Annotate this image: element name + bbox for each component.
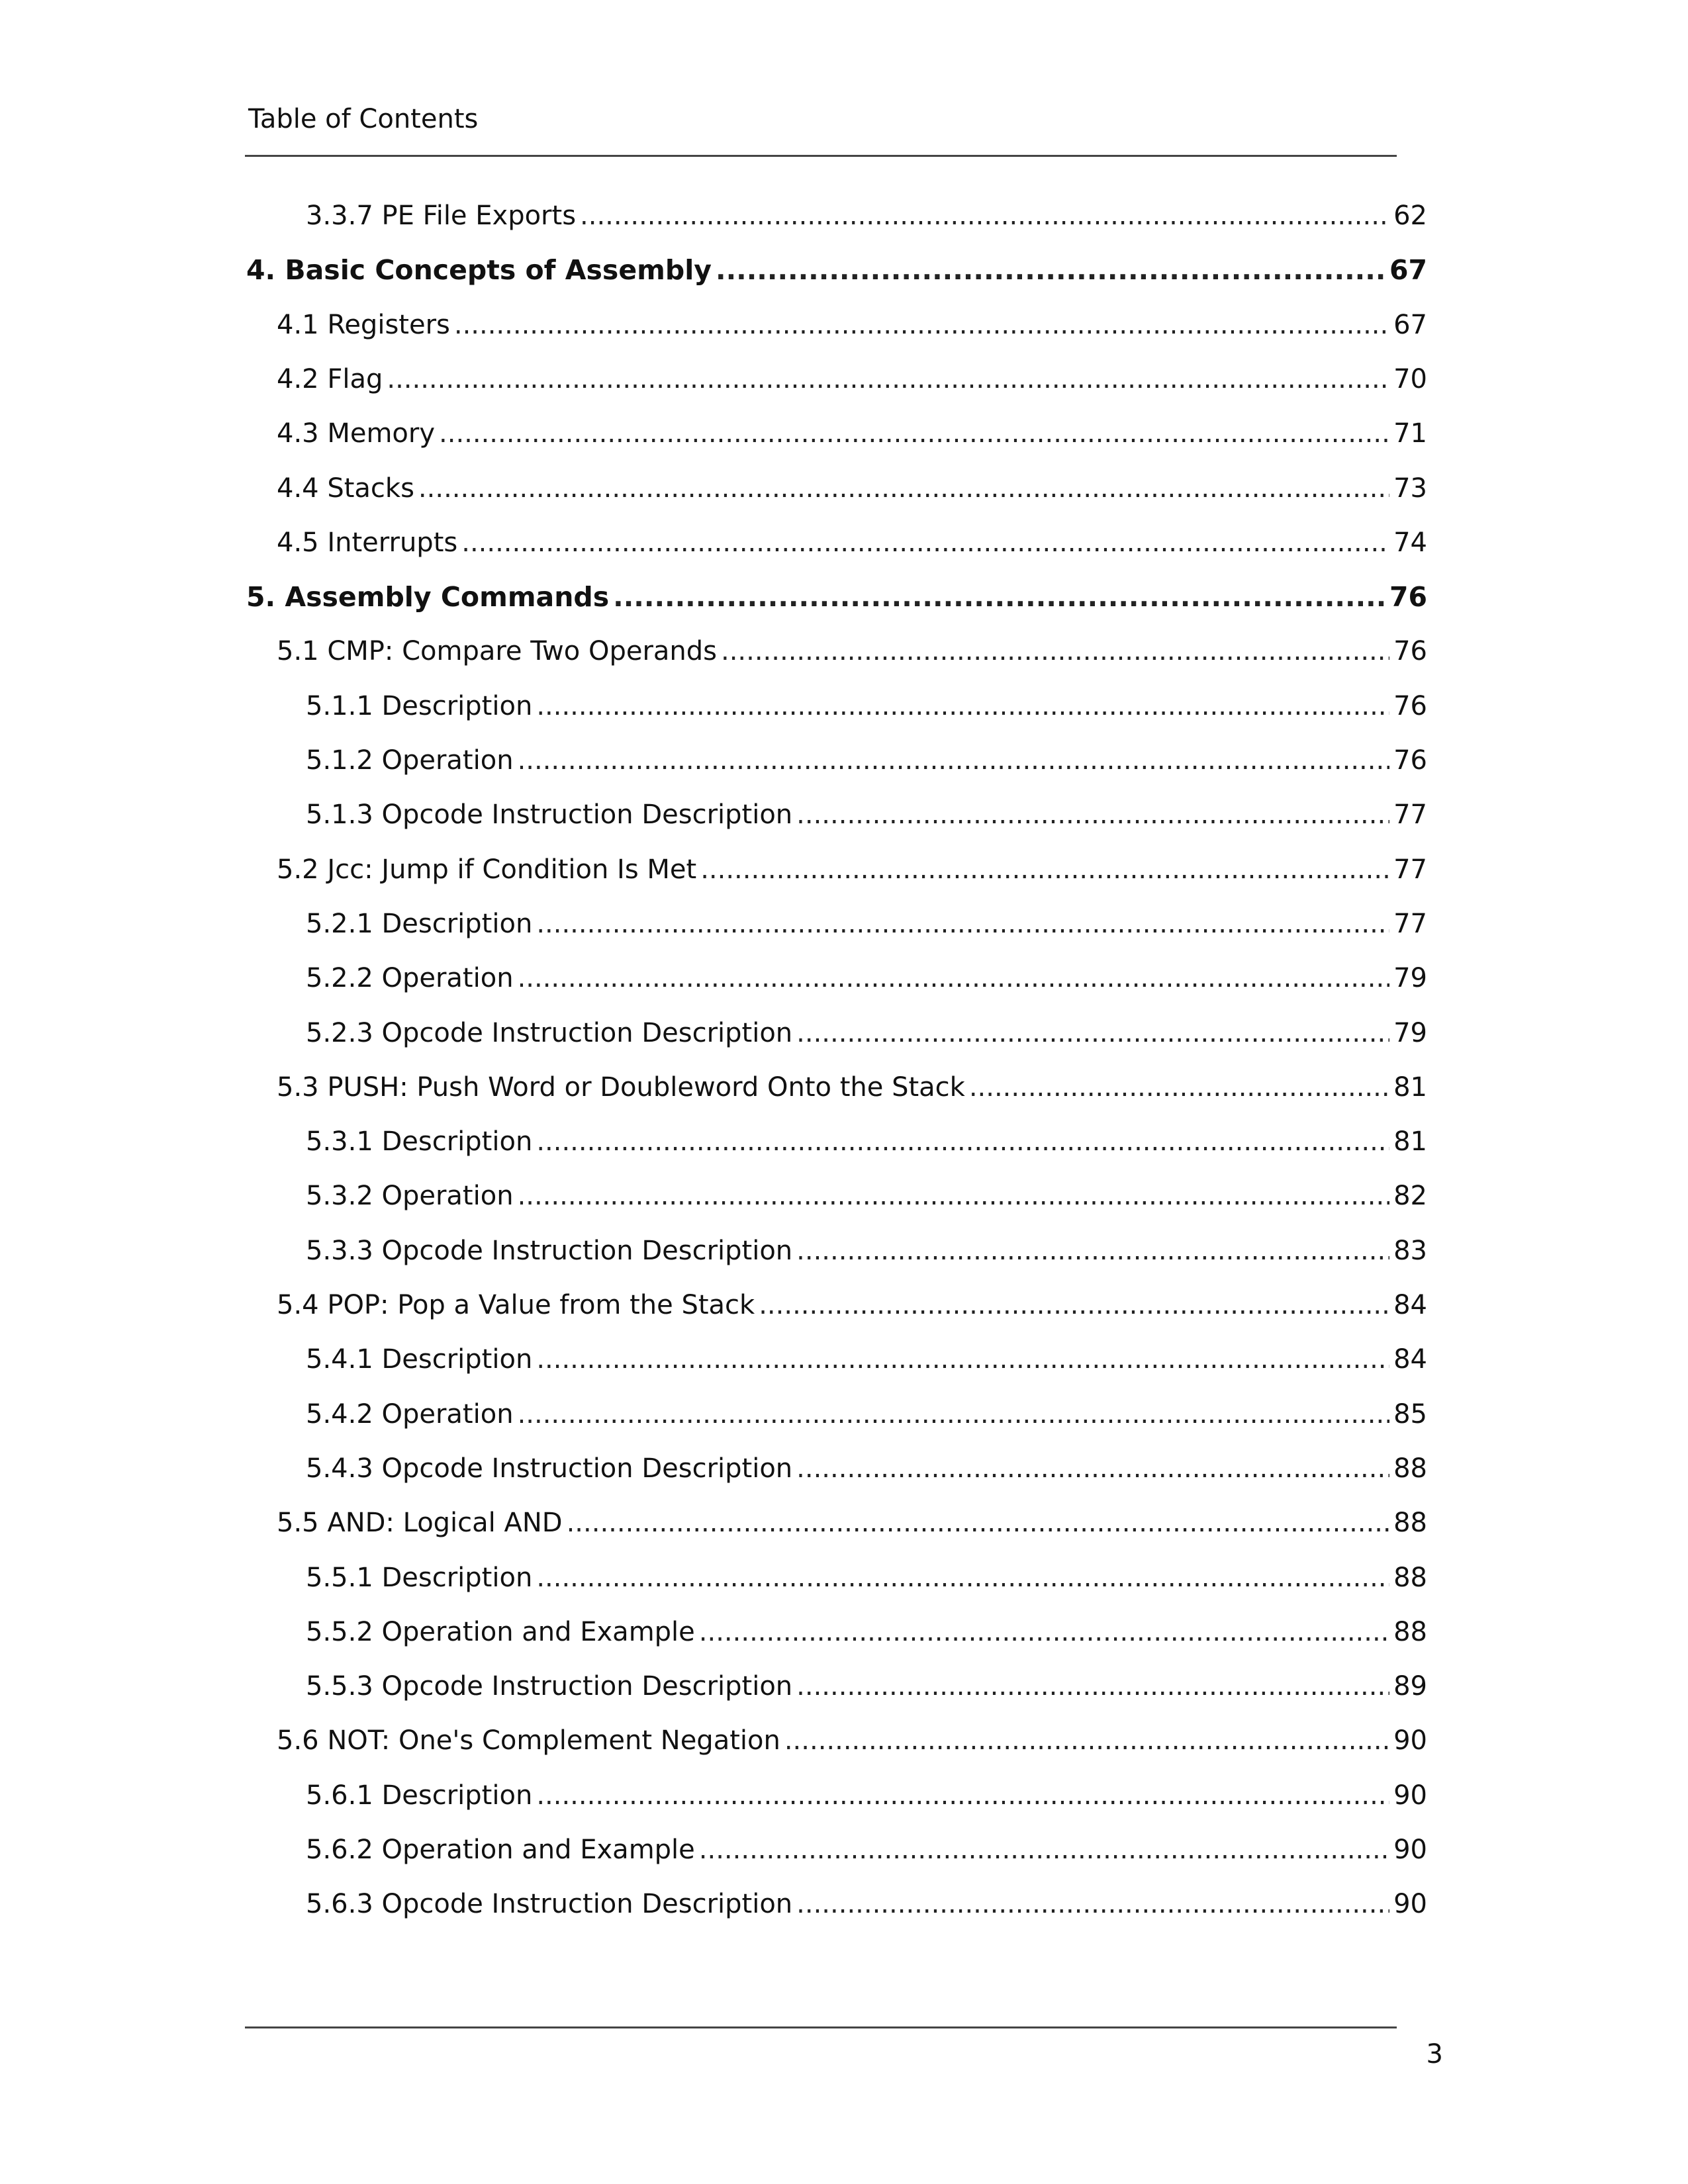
toc-subsection-entry[interactable] [306, 1015, 1427, 1052]
toc-entry-label: 5. Assembly Commands [246, 581, 610, 613]
toc-entry-page: 67 [1393, 310, 1427, 340]
toc-section-entry[interactable] [277, 470, 1427, 507]
toc-entry-label: 5.2.3 Opcode Instruction Description [306, 1018, 793, 1048]
toc-leader-dots [796, 1015, 1389, 1052]
toc-entry-label: 5.3 PUSH: Push Word or Doubleword Onto the Stack [277, 1072, 965, 1103]
toc-leader-dots [454, 306, 1389, 343]
toc-section-entry[interactable] [277, 1287, 1427, 1324]
toc-leader-dots [613, 578, 1385, 615]
toc-entry-label: 5.6 NOT: One's Complement Negation [277, 1725, 780, 1756]
toc-entry-page: 90 [1393, 1780, 1427, 1811]
toc-entry-label: 5.4.2 Operation [306, 1399, 514, 1430]
toc-subsection-entry[interactable] [306, 905, 1427, 942]
toc-entry-label: 5.5.1 Description [306, 1563, 533, 1593]
toc-subsection-entry[interactable] [306, 796, 1427, 833]
footer-divider [245, 2026, 1397, 2028]
toc-subsection-entry[interactable] [306, 1614, 1427, 1651]
toc-leader-dots [796, 796, 1389, 833]
toc-subsection-entry[interactable] [306, 1232, 1427, 1269]
toc-leader-dots [518, 1177, 1390, 1214]
toc-entry-page: 81 [1393, 1072, 1427, 1103]
toc-leader-dots [796, 1232, 1389, 1269]
toc-leader-dots [536, 1559, 1389, 1596]
toc-entry-label: 4.4 Stacks [277, 473, 414, 504]
toc-leader-dots [536, 1123, 1389, 1160]
toc-leader-dots [439, 415, 1389, 452]
toc-subsection-entry[interactable] [306, 1177, 1427, 1214]
toc-entry-label: 5.2.1 Description [306, 909, 533, 939]
toc-entry-page: 76 [1389, 581, 1427, 613]
toc-entry-label: 5.3.2 Operation [306, 1181, 514, 1211]
toc-entry-label: 5.4.3 Opcode Instruction Description [306, 1453, 793, 1484]
toc-chapter-entry[interactable] [246, 251, 1427, 289]
toc-subsection-entry[interactable] [306, 1831, 1427, 1868]
toc-subsection-entry[interactable] [306, 1341, 1427, 1378]
toc-entry-page: 90 [1393, 1725, 1427, 1756]
toc-subsection-entry[interactable] [306, 1450, 1427, 1487]
toc-section-entry[interactable] [277, 1722, 1427, 1759]
toc-entry-label: 4.3 Memory [277, 418, 436, 449]
toc-entry-page: 76 [1393, 636, 1427, 666]
toc-entry-page: 76 [1393, 691, 1427, 721]
toc-entry-label: 5.1.3 Opcode Instruction Description [306, 799, 793, 830]
page-header-title: Table of Contents [248, 104, 479, 134]
toc-entry-page: 85 [1393, 1399, 1427, 1430]
toc-entry-page: 88 [1393, 1508, 1427, 1538]
toc-entry-page: 88 [1393, 1453, 1427, 1484]
toc-subsection-entry[interactable] [306, 960, 1427, 997]
toc-entry-page: 82 [1393, 1181, 1427, 1211]
toc-entry-label: 5.4 POP: Pop a Value from the Stack [277, 1290, 755, 1320]
toc-entry-page: 81 [1393, 1126, 1427, 1157]
toc-leader-dots [536, 1341, 1389, 1378]
toc-section-entry[interactable] [277, 1069, 1427, 1106]
toc-leader-dots [796, 1886, 1389, 1923]
toc-entry-page: 70 [1393, 364, 1427, 394]
toc-entry-page: 62 [1393, 201, 1427, 231]
toc-entry-label: 5.6.2 Operation and Example [306, 1835, 695, 1865]
toc-leader-dots [699, 1614, 1389, 1651]
toc-entry-page: 73 [1393, 473, 1427, 504]
toc-entry-label: 5.2 Jcc: Jump if Condition Is Met [277, 854, 697, 885]
toc-entry-label: 5.5 AND: Logical AND [277, 1508, 563, 1538]
toc-entry-page: 67 [1389, 254, 1427, 286]
toc-entry-page: 77 [1393, 909, 1427, 939]
toc-leader-dots [536, 688, 1389, 725]
toc-leader-dots [716, 251, 1385, 289]
toc-leader-dots [969, 1069, 1389, 1106]
toc-leader-dots [721, 633, 1389, 670]
toc-entry-label: 5.1.1 Description [306, 691, 533, 721]
toc-leader-dots [418, 470, 1389, 507]
toc-leader-dots [461, 524, 1389, 561]
toc-chapter-entry[interactable] [246, 578, 1427, 615]
toc-entry-label: 5.5.3 Opcode Instruction Description [306, 1671, 793, 1702]
toc-section-entry[interactable] [277, 524, 1427, 561]
toc-section-entry[interactable] [277, 1504, 1427, 1541]
toc-entry-label: 5.3.3 Opcode Instruction Description [306, 1236, 793, 1266]
toc-leader-dots [699, 1831, 1389, 1868]
toc-entry-page: 71 [1393, 418, 1427, 449]
toc-entry-page: 88 [1393, 1617, 1427, 1647]
toc-entry-label: 3.3.7 PE File Exports [306, 201, 577, 231]
toc-subsection-entry[interactable] [306, 1777, 1427, 1814]
toc-subsection-entry[interactable] [306, 688, 1427, 725]
toc-entry-label: 5.3.1 Description [306, 1126, 533, 1157]
toc-leader-dots [700, 851, 1389, 888]
toc-leader-dots [387, 361, 1389, 398]
toc-subsection-entry[interactable] [306, 1123, 1427, 1160]
toc-leader-dots [759, 1287, 1389, 1324]
toc-section-entry[interactable] [277, 633, 1427, 670]
toc-entry-label: 5.1 CMP: Compare Two Operands [277, 636, 717, 666]
toc-leader-dots [567, 1504, 1390, 1541]
toc-entry-page: 90 [1393, 1835, 1427, 1865]
toc-entry-label: 4.5 Interrupts [277, 527, 458, 558]
toc-entry-page: 76 [1393, 745, 1427, 776]
toc-entry-label: 5.6.1 Description [306, 1780, 533, 1811]
toc-entry-page: 84 [1393, 1344, 1427, 1375]
toc-entry-page: 88 [1393, 1563, 1427, 1593]
toc-leader-dots [784, 1722, 1389, 1759]
toc-entry-page: 74 [1393, 527, 1427, 558]
toc-subsection-entry[interactable] [306, 1668, 1427, 1705]
toc-section-entry[interactable] [277, 851, 1427, 888]
toc-leader-dots [580, 197, 1389, 234]
toc-subsection-entry[interactable] [306, 197, 1427, 234]
toc-entry-page: 79 [1393, 963, 1427, 993]
toc-leader-dots [518, 742, 1390, 779]
toc-entry-label: 4.1 Registers [277, 310, 450, 340]
toc-entry-label: 4.2 Flag [277, 364, 383, 394]
toc-leader-dots [518, 1396, 1390, 1433]
toc-entry-page: 77 [1393, 854, 1427, 885]
toc-entry-label: 5.4.1 Description [306, 1344, 533, 1375]
toc-section-entry[interactable] [277, 361, 1427, 398]
toc-section-entry[interactable] [277, 415, 1427, 452]
toc-entry-label: 5.2.2 Operation [306, 963, 514, 993]
toc-leader-dots [796, 1450, 1389, 1487]
toc-entry-page: 89 [1393, 1671, 1427, 1702]
toc-leader-dots [796, 1668, 1389, 1705]
toc-leader-dots [518, 960, 1390, 997]
toc-entry-page: 90 [1393, 1889, 1427, 1919]
toc-subsection-entry[interactable] [306, 1886, 1427, 1923]
toc-entry-label: 5.5.2 Operation and Example [306, 1617, 695, 1647]
toc-entry-label: 5.6.3 Opcode Instruction Description [306, 1889, 793, 1919]
toc-entry-page: 84 [1393, 1290, 1427, 1320]
toc-entry-page: 79 [1393, 1018, 1427, 1048]
toc-entry-label: 4. Basic Concepts of Assembly [246, 254, 712, 286]
toc-section-entry[interactable] [277, 306, 1427, 343]
toc-entry-page: 77 [1393, 799, 1427, 830]
footer-page-number: 3 [1426, 2039, 1443, 2070]
toc-leader-dots [536, 905, 1389, 942]
toc-subsection-entry[interactable] [306, 742, 1427, 779]
toc-entry-page: 83 [1393, 1236, 1427, 1266]
toc-entry-label: 5.1.2 Operation [306, 745, 514, 776]
toc-leader-dots [536, 1777, 1389, 1814]
toc-subsection-entry[interactable] [306, 1559, 1427, 1596]
toc-subsection-entry[interactable] [306, 1396, 1427, 1433]
